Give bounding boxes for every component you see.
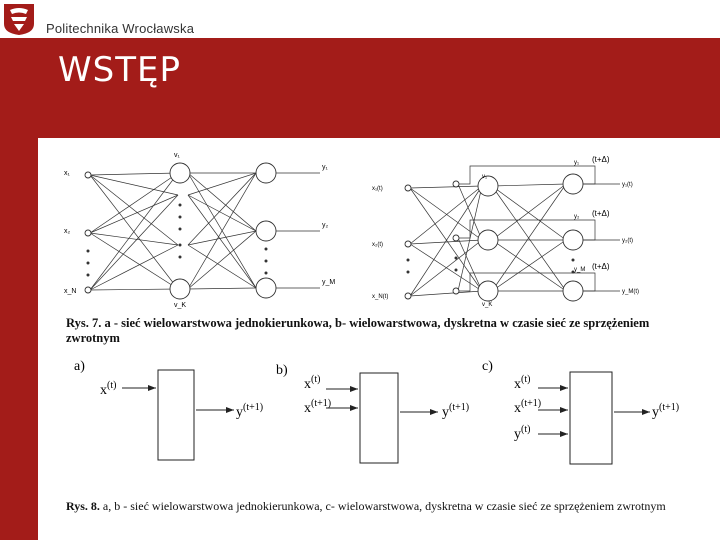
header-bar <box>0 0 720 38</box>
net-b-feedback-1: y₁ <box>574 160 580 166</box>
net-b-output-1: y₁(t) <box>622 182 633 188</box>
diagram-c-input-1-sup: (t) <box>521 374 531 385</box>
diagram-a-output-sup: (t+1) <box>243 402 264 413</box>
diagram-c-input-3-base: y <box>514 427 521 442</box>
net-a-input-n: x_N <box>64 288 77 295</box>
net-a-hidden-k: v_K <box>174 302 187 309</box>
svg-text:x(t+1) <box>304 398 331 416</box>
diagram-c-block <box>570 372 612 464</box>
university-logo <box>2 2 36 36</box>
net-a-output-1: y₁ <box>322 164 328 171</box>
net-b-delay-1: (t+Δ) <box>592 155 610 164</box>
svg-text:y(t+1) <box>442 402 469 420</box>
diagram-b-input-1-base: x <box>304 377 311 392</box>
diagram-c-output-sup: (t+1) <box>659 402 680 413</box>
diagram-b-label: b) <box>276 363 288 378</box>
net-b-input-n: x_N(t) <box>372 294 389 300</box>
svg-text:y(t) <box>514 424 530 442</box>
net-a-input-2: x₂ <box>64 228 71 235</box>
diagram-c-input-1-base: x <box>514 377 521 392</box>
svg-text:x(t) <box>514 374 530 392</box>
figure8-caption-text: a, b - sieć wielowarstwowa jednokierunkowa, c- wielowarstwowa, dyskretna w czasie sieć ze sprzężeniem zwrotnym <box>99 499 666 513</box>
diagram-a-output-base: y <box>236 405 243 420</box>
diagram-b-input-2-base: x <box>304 401 311 416</box>
net-b-hidden-k: v_K <box>482 302 493 308</box>
diagram-b-output-sup: (t+1) <box>449 402 470 413</box>
svg-text:x(t) <box>100 380 116 398</box>
net-b-delay-m: (t+Δ) <box>592 262 610 271</box>
net-b-output-2: y₂(t) <box>622 238 633 244</box>
diagram-a-block <box>158 370 194 460</box>
net-a-output-2: y₂ <box>322 222 329 229</box>
net-b-delay-2: (t+Δ) <box>592 209 610 218</box>
diagram-a-label: a) <box>74 359 85 374</box>
net-a-input-1: x₁ <box>64 170 70 177</box>
net-b-feedback-2: y₂ <box>574 214 580 220</box>
svg-text:y(t+1) <box>236 402 263 420</box>
net-b-feedback-m: y_M <box>574 267 586 273</box>
figure8-caption <box>66 499 686 513</box>
diagram-c-label: c) <box>482 359 493 374</box>
university-name: Politechnika Wrocławska <box>46 21 195 36</box>
diagram-a-input-sup: (t) <box>107 380 117 391</box>
svg-text:x(t+1) <box>514 398 541 416</box>
svg-text:x(t) <box>304 374 320 392</box>
svg-text:y(t+1) <box>652 402 679 420</box>
diagram-b-output-base: y <box>442 405 449 420</box>
net-b-input-1: x₁(t) <box>372 186 383 192</box>
diagram-c-input-3-sup: (t) <box>521 424 531 435</box>
page-title: WSTĘP <box>58 50 181 90</box>
figure7-network-a <box>60 145 350 310</box>
net-a-output-m: y_M <box>322 279 336 286</box>
diagram-b-block <box>360 373 398 463</box>
net-a-hidden-1: v₁ <box>174 152 180 159</box>
figure7-caption-prefix: Rys. 7. <box>66 316 102 330</box>
figure8-caption-prefix: Rys. 8. <box>66 499 100 513</box>
net-b-hidden-1: v₁ <box>482 174 488 180</box>
diagram-c-input-2-sup: (t+1) <box>521 398 542 409</box>
diagram-b-input-2-sup: (t+1) <box>311 398 332 409</box>
diagram-c-output-base: y <box>652 405 659 420</box>
figure8-block-diagrams <box>60 352 710 497</box>
net-b-input-2: x₂(t) <box>372 242 383 248</box>
figure7-caption <box>66 316 696 346</box>
figure7-network-b <box>370 148 670 308</box>
left-accent-bar <box>0 38 38 540</box>
diagram-c-input-2-base: x <box>514 401 521 416</box>
net-b-output-m: y_M(t) <box>622 289 639 295</box>
figure7-caption-text: a - sieć wielowarstwowa jednokierunkowa, b- wielowarstwowa, dyskretna w czasie sieć ze sprzężeniem zwrotnym <box>66 316 650 345</box>
diagram-a-input-base: x <box>100 383 107 398</box>
diagram-b-input-1-sup: (t) <box>311 374 321 385</box>
